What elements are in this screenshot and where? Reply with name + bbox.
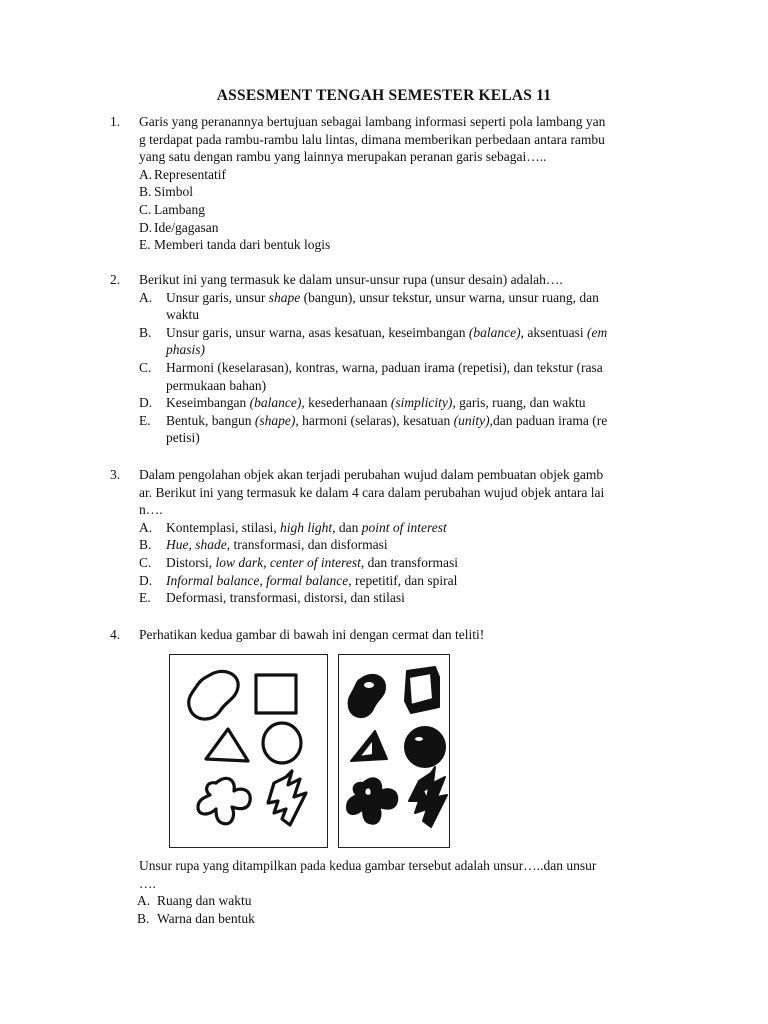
- question-4: [110, 626, 680, 644]
- option-d[interactable]: [139, 394, 680, 412]
- option-c[interactable]: [139, 359, 680, 394]
- option-letter: D.: [139, 572, 153, 588]
- outline-shapes-picture: [169, 654, 328, 848]
- option-e[interactable]: [139, 236, 680, 254]
- option-letter: E.: [139, 237, 151, 253]
- option-letter: E.: [139, 412, 151, 428]
- option-text: Keseimbangan (balance), kesederhanaan (simplicity), garis, ruang, dan waktu: [166, 395, 586, 411]
- option-letter: C.: [139, 359, 152, 375]
- option-text: Deformasi, transformasi, distorsi, dan stilasi: [166, 590, 405, 606]
- question-4-body: [110, 857, 680, 927]
- question-stem: Berikut ini yang termasuk ke dalam unsur-unsur rupa (unsur desain) adalah….: [139, 272, 563, 287]
- option-letter: A.: [139, 166, 153, 182]
- option-letter: B.: [139, 324, 152, 340]
- stem-line: yang satu dengan rambu yang lainnya merupakan peranan garis sebagai…..: [139, 149, 547, 165]
- option-a[interactable]: [137, 892, 680, 910]
- option-d[interactable]: [139, 219, 680, 237]
- option-a[interactable]: [139, 289, 680, 324]
- option-b[interactable]: [139, 536, 680, 554]
- option-letter: A.: [139, 519, 153, 535]
- question-stem: [139, 113, 680, 166]
- option-letter: C.: [139, 554, 152, 570]
- question-3: [110, 466, 680, 607]
- stem-line: Dalam pengolahan objek akan terjadi perubahan wujud dalam pembuatan objek gamb: [139, 467, 604, 482]
- option-e[interactable]: [139, 589, 680, 607]
- question-stem: [139, 857, 680, 892]
- option-letter: D.: [139, 219, 153, 235]
- zigzag-shape-icon: [268, 771, 306, 825]
- option-text: Simbol: [154, 184, 194, 200]
- option-letter: C.: [139, 201, 152, 217]
- stem-line: Garis yang peranannya bertujuan sebagai lambang informasi seperti pola lambang yan: [139, 114, 606, 129]
- option-text: petisi): [166, 430, 200, 446]
- circle-shape-icon: [263, 723, 301, 763]
- option-letter: A.: [139, 289, 153, 305]
- triangle-shape-icon: [206, 729, 248, 761]
- option-a[interactable]: [139, 519, 680, 537]
- question-2: [110, 271, 680, 447]
- stem-line: n….: [139, 502, 163, 518]
- square-shape-icon: [256, 675, 296, 713]
- shaded-shapes-picture: [338, 654, 450, 848]
- stem-line: g terdapat pada rambu-rambu lalu lintas, dimana memberikan perbedaan antara rambu: [139, 131, 605, 147]
- outline-shapes-drawing: [170, 655, 327, 847]
- option-text: Ruang dan waktu: [157, 893, 252, 909]
- stem-line: Unsur rupa yang ditampilkan pada kedua gambar tersebut adalah unsur…..dan unsur: [139, 858, 597, 873]
- blob-shape-icon: [189, 671, 238, 719]
- option-text: Kontemplasi, stilasi, high light, dan point of interest: [166, 519, 447, 535]
- sphere-icon: [405, 727, 445, 767]
- option-letter: A.: [137, 893, 151, 909]
- question-stem: [139, 466, 680, 519]
- stem-line: ar. Berikut ini yang termasuk ke dalam 4 cara dalam perubahan wujud objek antara lai: [139, 484, 605, 500]
- option-text: Ide/gagasan: [154, 219, 219, 235]
- option-b[interactable]: [139, 324, 680, 359]
- option-e[interactable]: [139, 412, 680, 447]
- question-stem: Perhatikan kedua gambar di bawah ini dengan cermat dan teliti!: [139, 627, 485, 642]
- shaded-cross-icon: [347, 778, 397, 823]
- option-letter: B.: [139, 184, 152, 200]
- option-text: Lambang: [154, 201, 205, 217]
- stem-line: ….: [139, 875, 156, 891]
- option-c[interactable]: [139, 554, 680, 572]
- option-text: Hue, shade, transformasi, dan disformasi: [166, 537, 388, 553]
- option-b[interactable]: [137, 910, 680, 928]
- option-text: permukaan bahan): [166, 377, 267, 393]
- question-number: 1.: [110, 114, 121, 129]
- question-number: 4.: [110, 627, 121, 642]
- option-b[interactable]: [139, 183, 680, 201]
- option-d[interactable]: [139, 572, 680, 590]
- option-letter: E.: [139, 590, 151, 606]
- question-number: 2.: [110, 272, 121, 287]
- option-text: Warna dan bentuk: [157, 910, 255, 926]
- option-text: Bentuk, bangun (shape), harmoni (selaras), kesatuan (unity),dan paduan irama (re: [166, 412, 608, 428]
- option-text: Memberi tanda dari bentuk logis: [154, 237, 331, 253]
- option-letter: D.: [139, 395, 153, 411]
- question-number: 3.: [110, 467, 121, 482]
- option-letter: B.: [139, 537, 152, 553]
- option-text: Distorsi, low dark, center of interest, dan transformasi: [166, 554, 458, 570]
- option-letter: B.: [137, 910, 150, 926]
- question-1: [110, 113, 680, 254]
- option-text: phasis): [166, 342, 206, 358]
- option-text: Unsur garis, unsur shape (bangun), unsur tekstur, unsur warna, unsur ruang, dan: [166, 289, 599, 305]
- option-text: Unsur garis, unsur warna, asas kesatuan, keseimbangan (balance), aksentuasi (em: [166, 324, 608, 340]
- option-text: Representatif: [154, 166, 226, 182]
- cross-blob-shape-icon: [198, 778, 250, 823]
- option-a[interactable]: [139, 166, 680, 184]
- option-text: Informal balance, formal balance, repetitif, dan spiral: [166, 572, 458, 588]
- option-text: waktu: [166, 307, 199, 323]
- shaded-shapes-drawing: [339, 655, 449, 847]
- option-text: Harmoni (keselarasan), kontras, warna, paduan irama (repetisi), dan tekstur (rasa: [166, 359, 603, 375]
- page-title: ASSESMENT TENGAH SEMESTER KELAS 11: [216, 87, 552, 104]
- option-c[interactable]: [139, 201, 680, 219]
